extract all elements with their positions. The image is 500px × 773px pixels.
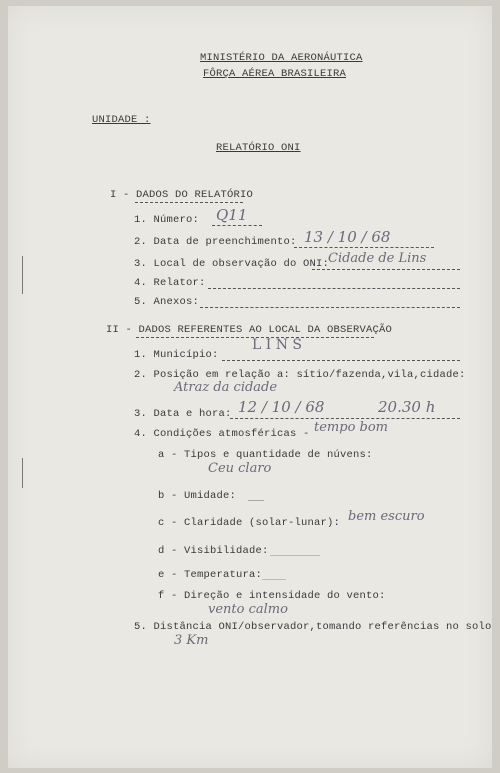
numero-label: 1. Número: bbox=[134, 214, 200, 226]
claridade-value: bem escuro bbox=[348, 509, 425, 524]
umidade-mark bbox=[248, 500, 264, 501]
umidade-label: b - Umidade: bbox=[158, 490, 237, 502]
relator-line bbox=[208, 288, 460, 289]
nuvens-label: a - Tipos e quantidade de núvens: bbox=[158, 449, 373, 461]
municipio-line bbox=[222, 360, 460, 361]
anexos-label: 5. Anexos: bbox=[134, 296, 200, 308]
data-hora-date: 12 / 10 / 68 bbox=[238, 398, 325, 416]
distancia-label: 5. Distância ONI/observador,tomando referências no solo bbox=[134, 621, 492, 633]
relator-label: 4. Relator: bbox=[134, 277, 206, 289]
numero-value: Q11 bbox=[216, 206, 248, 224]
distancia-value: 3 Km bbox=[174, 633, 209, 648]
vento-value: vento calmo bbox=[208, 602, 288, 617]
visibilidade-label: d - Visibilidade: bbox=[158, 545, 269, 557]
margin-mark-top bbox=[22, 256, 23, 294]
local-oni-line bbox=[312, 269, 460, 270]
section1-title-underline bbox=[135, 202, 243, 203]
data-preenchimento-label: 2. Data de preenchimento: bbox=[134, 236, 297, 248]
header-force: FÔRÇA AÉREA BRASILEIRA bbox=[203, 68, 347, 80]
report-title: RELATÓRIO ONI bbox=[216, 142, 301, 154]
posicao-value: Atraz da cidade bbox=[174, 380, 278, 395]
unidade-label: UNIDADE : bbox=[92, 114, 151, 126]
section1-title: I - DADOS DO RELATÓRIO bbox=[110, 189, 254, 201]
anexos-line bbox=[200, 307, 460, 308]
document-page bbox=[8, 6, 492, 768]
local-oni-label: 3. Local de observação do ONI: bbox=[134, 258, 330, 270]
numero-line bbox=[212, 225, 262, 226]
data-preenchimento-value: 13 / 10 / 68 bbox=[304, 228, 391, 246]
condicoes-label: 4. Condições atmosféricas - bbox=[134, 428, 310, 440]
data-hora-line bbox=[230, 418, 460, 419]
data-hora-label: 3. Data e hora: bbox=[134, 408, 232, 420]
section2-title: II - DADOS REFERENTES AO LOCAL DA OBSERVAÇÃO bbox=[106, 324, 393, 336]
visibilidade-mark bbox=[270, 555, 320, 556]
margin-mark-bottom bbox=[22, 458, 23, 488]
nuvens-value: Ceu claro bbox=[208, 461, 272, 476]
vento-label: f - Direção e intensidade do vento: bbox=[158, 590, 386, 602]
municipio-value: L I N S bbox=[252, 337, 303, 353]
temperatura-mark bbox=[262, 579, 286, 580]
temperatura-label: e - Temperatura: bbox=[158, 569, 263, 581]
condicoes-value: tempo bom bbox=[314, 420, 389, 435]
claridade-label: c - Claridade (solar-lunar): bbox=[158, 517, 341, 529]
header-ministry: MINISTÉRIO DA AERONÁUTICA bbox=[200, 52, 363, 64]
local-oni-value: Cidade de Lins bbox=[328, 251, 427, 266]
data-preenchimento-line bbox=[294, 247, 434, 248]
data-hora-time: 20.30 h bbox=[378, 398, 436, 416]
municipio-label: 1. Município: bbox=[134, 349, 219, 361]
posicao-label: 2. Posição em relação a: sítio/fazenda,vila,cidade: bbox=[134, 369, 466, 381]
